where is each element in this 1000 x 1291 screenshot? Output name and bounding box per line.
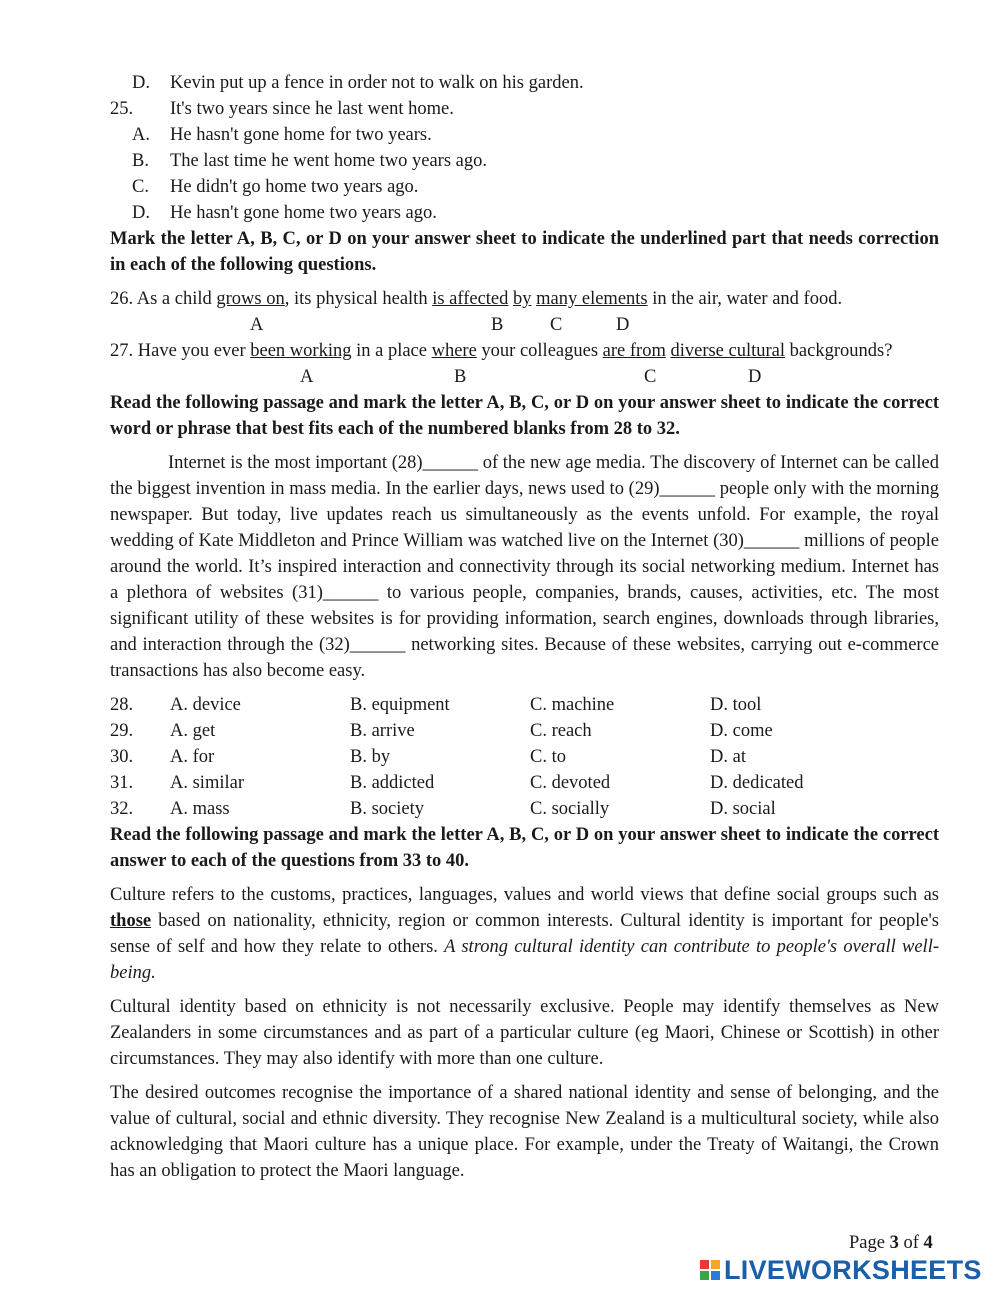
option-letter: A. (132, 125, 150, 145)
mark-d: D (616, 315, 630, 335)
cloze-option-d: D. come (710, 721, 773, 741)
cloze-option-d: D. dedicated (710, 773, 804, 793)
cloze-number: 32. (110, 799, 134, 819)
q26-text: in the air, water and food. (647, 289, 843, 309)
cloze-option-c: C. machine (530, 695, 615, 715)
cloze-row (110, 770, 939, 796)
cloze-number: 30. (110, 747, 134, 767)
q26-underline-c: by (513, 289, 532, 309)
option-letter: C. (132, 177, 149, 197)
passage-culture-p2: Cultural identity based on ethnicity is not necessarily exclusive. People may identify themselves as New Zealanders in some circumstances and as part of a particular culture (eg Maori, Chinese or Scottish) in other circumstances. They may also identify with more than one culture. (110, 997, 939, 1069)
cloze-number: 28. (110, 695, 134, 715)
option-letter: D. (132, 73, 150, 93)
q27-text: 27. Have you ever (110, 341, 251, 361)
question-number: 25. (110, 99, 134, 119)
q26-text: 26. As a child (110, 289, 217, 309)
highlighted-sentence: A strong cultural identity can contribute to people's overall well-being. (110, 937, 939, 983)
mark-a: A (300, 367, 314, 387)
option-text: Kevin put up a fence in order not to walk on his garden. (170, 73, 584, 93)
cloze-option-d: D. tool (710, 695, 762, 715)
total-pages: 4 (923, 1233, 933, 1253)
page-label: Page (849, 1233, 890, 1253)
cloze-row (110, 718, 939, 744)
q27-text: your colleagues (476, 341, 603, 361)
mark-c: C (644, 367, 657, 387)
option-text: He hasn't gone home for two years. (170, 125, 432, 145)
q25-option-b (110, 148, 939, 174)
option-text: He hasn't gone home two years ago. (170, 203, 437, 223)
cloze-option-b: B. equipment (350, 695, 450, 715)
referent-word: those (110, 911, 152, 931)
q27-underline-c: are from (602, 341, 666, 361)
question-text: It's two years since he last went home. (170, 99, 454, 119)
cloze-row (110, 796, 939, 822)
option-text: The last time he went home two years ago. (170, 151, 487, 171)
q26-sentence (110, 286, 939, 312)
cloze-option-a: A. get (170, 721, 216, 741)
mark-d: D (748, 367, 762, 387)
worksheet-page (110, 70, 939, 1184)
cloze-option-a: A. similar (170, 773, 244, 793)
q25-option-d (110, 200, 939, 226)
option-letter: B. (132, 151, 149, 171)
instruction-reading: Read the following passage and mark the letter A, B, C, or D on your answer sheet to indicate the correct answer to each of the questions from 33 to 40. (110, 825, 939, 871)
page-number (849, 1230, 933, 1256)
instruction-error-correction: Mark the letter A, B, C, or D on your answer sheet to indicate the underlined part that needs correction in each of the following questions. (110, 229, 939, 275)
q27-underline-d: diverse cultural (670, 341, 786, 361)
q25-option-c (110, 174, 939, 200)
q27-marks (110, 364, 939, 390)
q26-underline-b: is affected (432, 289, 509, 309)
cloze-number: 31. (110, 773, 134, 793)
q26-underline-a: grows on (216, 289, 285, 309)
option-letter: D. (132, 203, 150, 223)
q27-sentence (110, 338, 939, 364)
cloze-number: 29. (110, 721, 134, 741)
option-text: He didn't go home two years ago. (170, 177, 419, 197)
logo-grid-icon (700, 1260, 720, 1280)
mark-b: B (454, 367, 467, 387)
cloze-option-b: B. by (350, 747, 391, 767)
q24-option-d (110, 70, 939, 96)
passage-culture-p1 (110, 882, 939, 986)
cloze-option-c: C. socially (530, 799, 610, 819)
liveworksheets-logo (700, 1255, 982, 1285)
logo-text: LIVEWORKSHEETS (724, 1255, 982, 1285)
q26-underline-d: many elements (536, 289, 648, 309)
mark-a: A (250, 315, 264, 335)
cloze-option-a: A. for (170, 747, 215, 767)
mark-b: B (491, 315, 504, 335)
paragraph-text: based on nationality, ethnicity, region or common interests. Cultural identity is important for people's sense of self and how they relate to others. (110, 911, 939, 957)
cloze-option-c: C. to (530, 747, 566, 767)
q27-underline-a: been working (250, 341, 352, 361)
of-label: of (898, 1233, 924, 1253)
cloze-row (110, 692, 939, 718)
current-page: 3 (889, 1233, 899, 1253)
cloze-option-c: C. devoted (530, 773, 611, 793)
q25-option-a (110, 122, 939, 148)
cloze-option-a: A. mass (170, 799, 230, 819)
q26-text: , its physical health (284, 289, 433, 309)
cloze-option-b: B. society (350, 799, 424, 819)
cloze-option-c: C. reach (530, 721, 592, 741)
q27-text: in a place (351, 341, 432, 361)
q25-stem (110, 96, 939, 122)
passage-culture-p3: The desired outcomes recognise the importance of a shared national identity and sense of belonging, and the value of cultural, social and ethnic diversity. They recognise New Zealand is a multicultural society, while also acknowledging that Maori culture has a unique place. For example, under the Treaty of Waitangi, the Crown has an obligation to protect the Maori language. (110, 1083, 939, 1181)
cloze-option-d: D. social (710, 799, 776, 819)
paragraph-text: Culture refers to the customs, practices, languages, values and world views that define social groups such as (110, 885, 939, 905)
q27-underline-b: where (431, 341, 477, 361)
instruction-cloze: Read the following passage and mark the letter A, B, C, or D on your answer sheet to indicate the correct word or phrase that best fits each of the numbered blanks from 28 to 32. (110, 393, 939, 439)
q27-text: backgrounds? (785, 341, 893, 361)
q26-marks (110, 312, 939, 338)
passage-internet: Internet is the most important (28)______ of the new age media. The discovery of Internet can be called the biggest invention in mass media. In the earlier days, news used to (29)______ people only with the morning newspaper. But today, live updates reach us simultaneously as the events unfold. For example, the royal wedding of Kate Middleton and Prince William was watched live on the Internet (30)______ millions of people around the world. It’s inspired interaction and connectivity through its social networking medium. Internet has a plethora of websites (31)______ to various people, companies, brands, causes, activities, etc. The most significant utility of these websites is for providing information, search engines, downloads through libraries, and interaction through the (32)______ networking sites. Because of these websites, carrying out e-commerce transactions has also become easy. (110, 453, 939, 681)
cloze-option-a: A. device (170, 695, 241, 715)
cloze-option-b: B. arrive (350, 721, 415, 741)
mark-c: C (550, 315, 563, 335)
cloze-row (110, 744, 939, 770)
cloze-option-d: D. at (710, 747, 746, 767)
cloze-option-b: B. addicted (350, 773, 435, 793)
